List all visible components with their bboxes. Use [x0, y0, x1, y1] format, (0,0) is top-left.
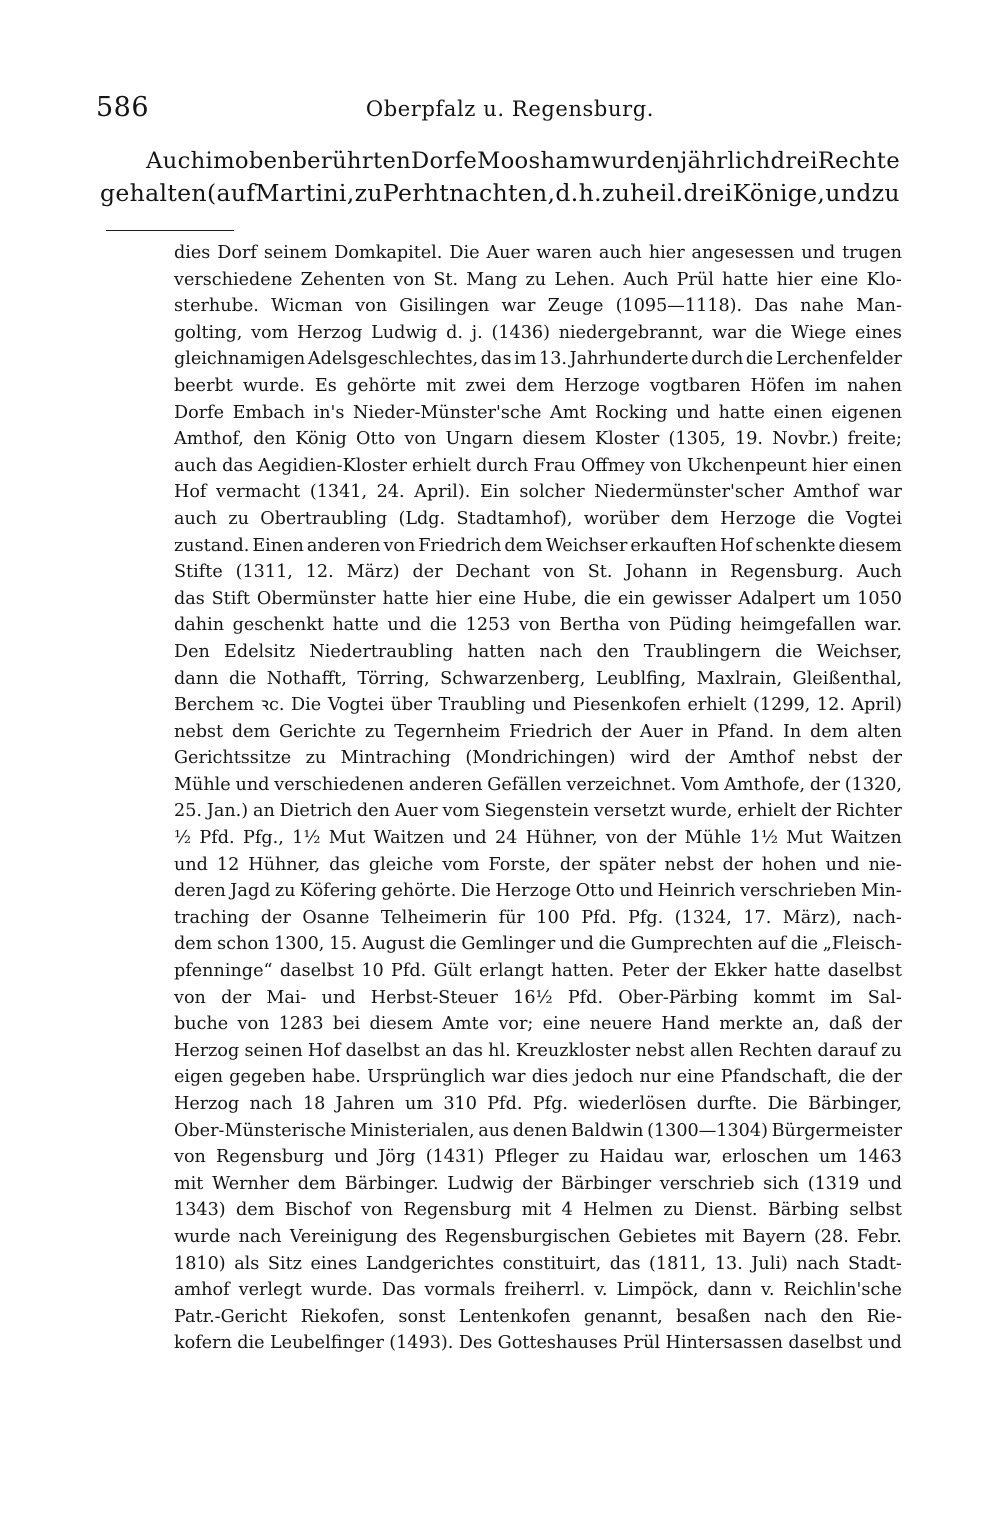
footnote-line: buche von 1283 bei diesem Amte vor; eine neuere Hand merkte an, daß der [174, 1014, 902, 1035]
page-number: 586 [96, 92, 150, 123]
footnote-line: nebst dem Gerichte zu Tegernheim Friedrich der Auer in Pfand. In dem alten [174, 721, 902, 742]
footnote-line: Herzog nach 18 Jahren um 310 Pfd. Pfg. wiederlösen durfte. Die Bärbinger, [174, 1094, 902, 1114]
footnote [174, 240, 902, 1357]
footnote-line: Mühle und verschiedenen anderen Gefällen verzeichnet. Vom Amthofe, der (1320, [174, 774, 902, 795]
footnote-separator [106, 230, 234, 231]
footnote-line: mit Wernher dem Bärbinger. Ludwig der Bärbinger verschrieb sich (1319 und [174, 1173, 902, 1194]
footnote-line: Herzog seinen Hof daselbst an das hl. Kreuzkloster nebst allen Rechten darauf zu [174, 1040, 902, 1061]
footnote-line: von Regensburg und Jörg (1431) Pfleger zu Haidau war, erloschen um 1463 [174, 1147, 902, 1168]
footnote-line: pfenninge“ daselbst 10 Pfd. Gült erlangt hatten. Peter der Ekker hatte daselbst [174, 961, 902, 982]
footnote-line: und 12 Hühner, das gleiche vom Forste, der später nebst der hohen und nie- [174, 854, 902, 875]
footnote-line: 1343) dem Bischof von Regensburg mit 4 Helmen zu Dienst. Bärbing selbst [174, 1200, 902, 1221]
footnote-line: Amthof, den König Otto von Ungarn diesem Kloster (1305, 19. Novbr.) freite; [174, 429, 902, 450]
footnote-line: eigen gegeben habe. Ursprünglich war dies jedoch nur eine Pfandschaft, die der [174, 1067, 902, 1088]
footnote-line: Berchem ꝛc. Die Vogtei über Traubling und Piesenkofen erhielt (1299, 12. April) [174, 695, 902, 716]
footnote-line: Hof vermacht (1341, 24. April). Ein solcher Niedermünster'scher Amthof war [174, 482, 902, 503]
footnote-line: Ober-Münsterische Ministerialen, aus denen Baldwin (1300—1304) Bürgermeister [174, 1120, 902, 1141]
footnote-line: dies Dorf seinem Domkapitel. Die Auer waren auch hier angesessen und trugen [174, 243, 902, 263]
footnote-line: Patr.-Gericht Riekofen, sonst Lentenkofen genannt, besaßen nach den Rie- [174, 1306, 902, 1327]
footnote-line: wurde nach Vereinigung des Regensburgischen Gebietes mit Bayern (28. Febr. [174, 1226, 902, 1247]
footnote-line: beerbt wurde. Es gehörte mit zwei dem Herzoge vogtbaren Höfen im nahen [174, 375, 902, 396]
footnote-line: dahin geschenkt hatte und die 1253 von Bertha von Püding heimgefallen war. [174, 615, 902, 636]
footnote-line: Dorfe Embach in's Nieder-Münster'sche Amt Rocking und hatte einen eigenen [174, 402, 902, 423]
footnote-line: von der Mai- und Herbst-Steuer 16½ Pfd. Ober-Pärbing kommt im Sal- [174, 987, 902, 1008]
footnote-line: deren Jagd zu Köfering gehörte. Die Herzoge Otto und Heinrich verschrieben Min- [174, 881, 902, 902]
footnote-line: 25. Jan.) an Dietrich den Auer vom Siegenstein versetzt wurde, erhielt der Richter [174, 801, 902, 822]
running-title: Oberpfalz u. Regensburg. [365, 97, 655, 121]
footnote-line: Gerichtssitze zu Mintraching (Mondrichingen) wird der Amthof nebst der [174, 748, 902, 769]
footnote-line: traching der Osanne Telheimerin für 100 Pfd. Pfg. (1324, 17. März), nach- [174, 907, 902, 928]
footnote-line: auch zu Obertraubling (Ldg. Stadtamhof), worüber dem Herzoge die Vogtei [174, 508, 902, 529]
footnote-line: dann die Nothafft, Törring, Schwarzenberg, Leublfing, Maxlrain, Gleißenthal, [174, 668, 902, 689]
footnote-line: dem schon 1300, 15. August die Gemlinger und die Gumprechten auf die „Fleisch- [174, 934, 902, 955]
footnote-line: ½ Pfd. Pfg., 1½ Mut Waitzen und 24 Hühner, von der Mühle 1½ Mut Waitzen [174, 828, 902, 849]
footnote-line: kofern die Leubelfinger (1493). Des Gotteshauses Prül Hintersassen daselbst und [174, 1333, 902, 1354]
footnote-line: verschiedene Zehenten von St. Mang zu Lehen. Auch Prül hatte hier eine Klo- [174, 269, 902, 290]
footnote-line: 1810) als Sitz eines Landgerichtes constituirt, das (1811, 13. Juli) nach Stadt- [174, 1253, 902, 1274]
footnote-line: das Stift Obermünster hatte hier eine Hube, die ein gewisser Adalpert um 1050 [174, 588, 902, 609]
footnote-line: zustand. Einen anderen von Friedrich dem Weichser erkauften Hof schenkte diesem [174, 535, 902, 556]
footnote-line: auch das Aegidien-Kloster erhielt durch Frau Offmey von Ukchenpeunt hier einen [174, 455, 902, 476]
footnote-line: golting, vom Herzog Ludwig d. j. (1436) niedergebrannt, war die Wiege eines [174, 322, 902, 343]
footnote-line: Den Edelsitz Niedertraubling hatten nach den Traublingern die Weichser, [174, 641, 902, 662]
footnote-line: sterhube. Wicman von Gisilingen war Zeuge (1095—1118). Das nahe Man- [174, 296, 902, 317]
main-text-line: gehalten (auf Martini, zu Perhtnachten, d. h. zu heil. drei Könige, und zu [100, 179, 900, 207]
main-text-line: Auch im oben berührten Dorfe Moosham wurden jährlich drei Rechte [146, 148, 900, 174]
footnote-line: gleichnamigen Adelsgeschlechtes, das im 13. Jahrhunderte durch die Lerchenfelder [174, 349, 902, 370]
footnote-line: Stifte (1311, 12. März) der Dechant von St. Johann in Regensburg. Auch [174, 562, 902, 583]
footnote-line: amhof verlegt wurde. Das vormals freiherrl. v. Limpöck, dann v. Reichlin'sche [174, 1280, 902, 1301]
